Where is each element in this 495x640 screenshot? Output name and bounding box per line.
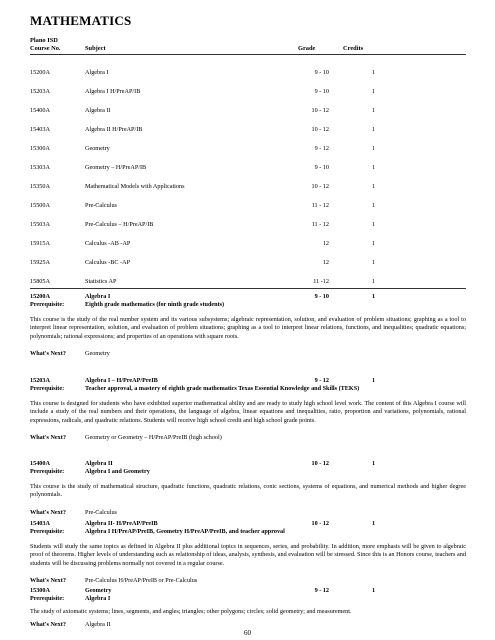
course-credits: 1 bbox=[372, 520, 376, 527]
course-subject: Pre-Calculus – H/PreAP/IB bbox=[85, 221, 154, 228]
grade-header: Grade bbox=[298, 45, 316, 52]
course-subject: Geometry bbox=[85, 145, 110, 152]
course-grade: 10 - 12 bbox=[311, 107, 329, 114]
table-row bbox=[0, 164, 495, 173]
course-subject: Algebra I bbox=[85, 293, 111, 300]
course-grade: 9 - 12 bbox=[314, 145, 329, 152]
district-label: Plano ISD bbox=[30, 37, 58, 44]
prerequisite-value: Algebra I bbox=[85, 595, 111, 602]
course-credits: 1 bbox=[372, 107, 376, 114]
course-subject: Algebra I bbox=[85, 69, 109, 76]
table-row bbox=[0, 183, 495, 192]
whats-next-value: Pre-Calculus bbox=[85, 508, 117, 516]
whats-next-value: Geometry or Geometry – H/PreAP/PreIB (high school) bbox=[85, 434, 222, 442]
course-subject: Algebra II bbox=[85, 460, 113, 467]
course-description-15203A bbox=[30, 377, 466, 443]
course-grade: 10 - 12 bbox=[311, 460, 329, 467]
description-text: This course is designed for students who have exhibited superior mathematical ability and are ready to study high school level work. The content of this Algebra I course will include a study of the real numbers and their operations, the language of algebra, linear equations and inequalities, ratio, proportion and variations, polynomials, rational expressions, radicals, and quadratic relations. Students will receive high school credit and high school grade points. bbox=[30, 400, 466, 424]
course-number: 15805A bbox=[30, 278, 50, 285]
table-bottom-rule bbox=[30, 288, 466, 289]
course-number: 15300A bbox=[30, 145, 50, 152]
whats-next-line bbox=[30, 350, 466, 359]
course-subject: Mathematical Models with Applications bbox=[85, 183, 185, 190]
course-number: 15403A bbox=[30, 520, 50, 527]
course-credits: 1 bbox=[372, 240, 376, 247]
course-subject: Statistics AP bbox=[85, 278, 117, 285]
course-number: 15203A bbox=[30, 377, 50, 384]
description-heading bbox=[30, 520, 466, 528]
course-description-15200A bbox=[30, 293, 466, 359]
table-row bbox=[0, 107, 495, 116]
prerequisite-value: Algebra I and Geometry bbox=[85, 468, 150, 475]
table-row bbox=[0, 278, 495, 287]
prerequisite-label: Prerequisite: bbox=[30, 385, 65, 392]
prerequisite-line bbox=[30, 595, 466, 604]
course-grade: 9 - 10 bbox=[314, 293, 329, 300]
prerequisite-label: Prerequisite: bbox=[30, 301, 65, 308]
course-credits: 1 bbox=[372, 587, 376, 594]
course-subject: Geometry bbox=[85, 587, 112, 594]
description-text: The study of axiomatic systems; lines, segments, and angles; triangles; other polygons; circles; solid geometry; and measurement. bbox=[30, 608, 352, 615]
course-number: 15200A bbox=[30, 69, 50, 76]
prerequisite-line bbox=[30, 468, 466, 477]
course-grade: 9 - 12 bbox=[314, 587, 329, 594]
course-number: 15915A bbox=[30, 240, 50, 247]
course-grade: 11 - 12 bbox=[311, 202, 329, 209]
subject-header: Subject bbox=[85, 45, 106, 52]
course-credits: 1 bbox=[372, 183, 376, 190]
credits-header: Credits bbox=[343, 45, 364, 52]
course-credits: 1 bbox=[372, 88, 376, 95]
page-title: MATHEMATICS bbox=[30, 13, 132, 28]
prerequisite-label: Prerequisite: bbox=[30, 468, 65, 475]
description-heading bbox=[30, 587, 466, 595]
prerequisite-value: Algebra I H/PreAP/PreIB, Geometry H/PreAP/PreIB, and teacher approval bbox=[85, 528, 285, 535]
table-row bbox=[0, 202, 495, 211]
whats-next-line bbox=[30, 434, 466, 443]
course-grade: 12 bbox=[322, 240, 329, 247]
course-subject: Geometry – H/PreAP/IB bbox=[85, 164, 147, 171]
course-credits: 1 bbox=[372, 69, 376, 76]
prerequisite-value: Eighth grade mathematics (for ninth grade students) bbox=[85, 301, 225, 308]
whats-next-label: What's Next? bbox=[30, 577, 66, 585]
prerequisite-line bbox=[30, 385, 466, 394]
table-row bbox=[0, 88, 495, 97]
whats-next-line bbox=[30, 509, 466, 518]
course-grade: 12 bbox=[322, 259, 329, 266]
table-row bbox=[0, 145, 495, 154]
prerequisite-line bbox=[30, 301, 466, 310]
course-description-15300A bbox=[30, 587, 466, 630]
course-credits: 1 bbox=[372, 259, 376, 266]
course-credits: 1 bbox=[372, 221, 376, 228]
course-credits: 1 bbox=[372, 377, 376, 384]
whats-next-value: Geometry bbox=[85, 350, 110, 358]
prerequisite-label: Prerequisite: bbox=[30, 595, 65, 602]
course-grade: 9 - 10 bbox=[314, 69, 329, 76]
course-subject: Algebra II bbox=[85, 107, 111, 114]
description-text: This course is the study of mathematical structure, quadratic functions, quadratic relations, conic sections, systems of equations, and numerical methods and higher degree polynomials. bbox=[30, 483, 466, 499]
course-number: 15400A bbox=[30, 460, 50, 467]
course-subject: Algebra II- H/PreAP/PreIB bbox=[85, 520, 158, 527]
course-subject: Calculus -AB -AP bbox=[85, 240, 131, 247]
course-grade: 10 - 12 bbox=[311, 520, 329, 527]
course-grade: 9 - 12 bbox=[314, 377, 329, 384]
course-grade: 10 - 12 bbox=[311, 183, 329, 190]
course-number: 15303A bbox=[30, 164, 50, 171]
whats-next-label: What's Next? bbox=[30, 434, 66, 442]
course-credits: 1 bbox=[372, 164, 376, 171]
course-number: 15500A bbox=[30, 202, 50, 209]
whats-next-label: What's Next? bbox=[30, 350, 66, 358]
course-credits: 1 bbox=[372, 293, 376, 300]
course-number: 15200A bbox=[30, 293, 50, 300]
course-number: 15350A bbox=[30, 183, 50, 190]
course-credits: 1 bbox=[372, 278, 376, 285]
description-heading bbox=[30, 377, 466, 385]
course-number: 15503A bbox=[30, 221, 50, 228]
course-grade: 9 - 10 bbox=[314, 164, 329, 171]
course-grade: 11 - 12 bbox=[311, 221, 329, 228]
course-credits: 1 bbox=[372, 202, 376, 209]
table-row bbox=[0, 259, 495, 268]
course-number: 15925A bbox=[30, 259, 50, 266]
course-subject: Algebra II H/PreAP/IB bbox=[85, 126, 143, 133]
course-credits: 1 bbox=[372, 126, 376, 133]
course-subject: Algebra I – H/PreAP/PreIB bbox=[85, 377, 158, 384]
description-text: Students will study the same topics as defined in Algebra II plus additional topics in sequences, series, and probability. In addition, more emphasis will be given to algebraic proof of theorems. Higher levels of understanding such as relationship of ideas, analysis, synthesis, and evaluation will be stressed. Since this is an Honors course, teachers and students will be discussing problems normally not covered in a regular course. bbox=[30, 543, 466, 567]
course-subject: Pre-Calculus bbox=[85, 202, 117, 209]
course-number: 15403A bbox=[30, 126, 50, 133]
course-no-header: Course No. bbox=[30, 45, 61, 52]
course-subject: Calculus -BC -AP bbox=[85, 259, 131, 266]
whats-next-value: Algebra II bbox=[85, 621, 111, 629]
whats-next-label: What's Next? bbox=[30, 508, 66, 516]
course-grade: 10 - 12 bbox=[311, 126, 329, 133]
prerequisite-label: Prerequisite: bbox=[30, 528, 65, 535]
page-number: 60 bbox=[244, 629, 251, 637]
description-text: This course is the study of the real number system and its various subsystems; algebraic representation, solution, and evaluation of problem situations; graphing as a tool to interpret linear representation, solution, and evaluation of problem situations; graphing as a tool to interpret linear relations, functions, and inequalities; quadratic equations; polynomials; rational expressions; and properties of an operations with square roots. bbox=[30, 316, 466, 340]
whats-next-value: Pre-Calculus H/PreAP/PreIB or Pre-Calculus bbox=[85, 577, 198, 585]
whats-next-label: What's Next? bbox=[30, 621, 66, 629]
course-subject: Algebra I H/PreAP/IB bbox=[85, 88, 141, 95]
whats-next-line bbox=[30, 577, 466, 586]
header-rule bbox=[30, 54, 466, 55]
table-row bbox=[0, 240, 495, 249]
course-number: 15400A bbox=[30, 107, 50, 114]
course-number: 15203A bbox=[30, 88, 50, 95]
course-description-15400A bbox=[30, 460, 466, 518]
description-heading bbox=[30, 460, 466, 468]
course-credits: 1 bbox=[372, 145, 376, 152]
prerequisite-line bbox=[30, 528, 466, 537]
course-grade: 11 -12 bbox=[313, 278, 329, 285]
course-description-15403A bbox=[30, 520, 466, 586]
description-heading bbox=[30, 293, 466, 301]
table-row bbox=[0, 126, 495, 135]
table-row bbox=[0, 69, 495, 78]
course-grade: 9 - 10 bbox=[314, 88, 329, 95]
course-credits: 1 bbox=[372, 460, 376, 467]
prerequisite-value: Teacher approval, a mastery of eighth grade mathematics Texas Essential Knowledge and Skills (TEKS) bbox=[85, 385, 360, 392]
table-row bbox=[0, 221, 495, 230]
course-number: 15300A bbox=[30, 587, 50, 594]
